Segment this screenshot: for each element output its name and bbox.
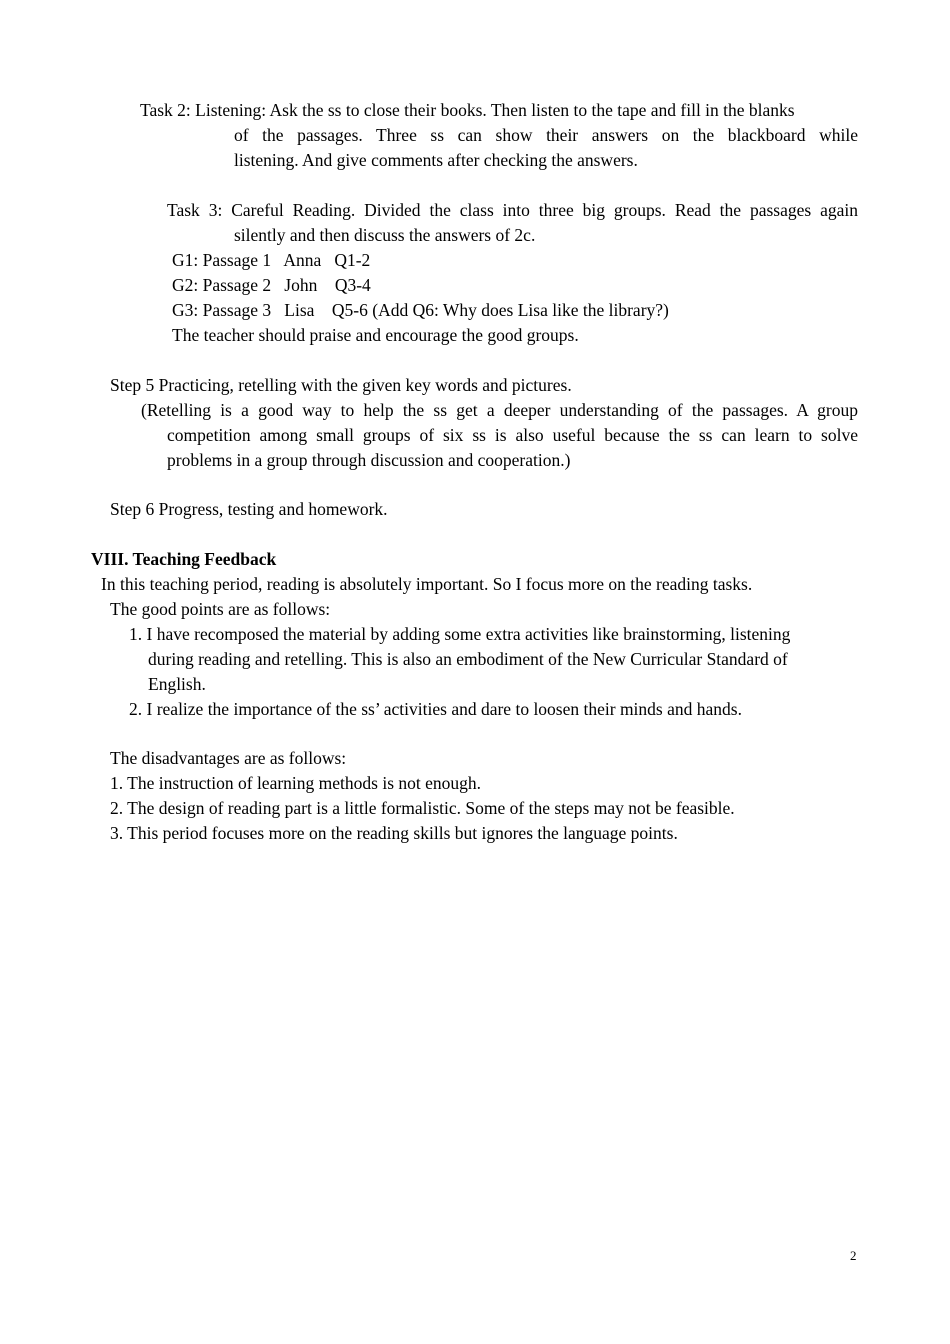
step5-title: Step 5 Practicing, retelling with the given key words and pictures. [110, 375, 572, 395]
good-point-1-line-3: English. [148, 674, 206, 694]
task3-praise: The teacher should praise and encourage the good groups. [172, 325, 579, 345]
step5-note-line-3: problems in a group through discussion and cooperation.) [167, 450, 571, 470]
good-point-1-line-1: 1. I have recomposed the material by adding some extra activities like brainstorming, listening [129, 624, 791, 644]
good-point-2: 2. I realize the importance of the ss’ activities and dare to loosen their minds and hands. [129, 699, 742, 719]
disadvantage-2: 2. The design of reading part is a little formalistic. Some of the steps may not be feasible. [110, 798, 735, 818]
task3-group-2: G2: Passage 2 John Q3-4 [172, 275, 371, 295]
task2-line-2: of the passages. Three ss can show their answers on the blackboard while [234, 125, 858, 145]
step5-note-line-1: (Retelling is a good way to help the ss get a deeper understanding of the passages. A group [141, 400, 858, 420]
task3-group-3: G3: Passage 3 Lisa Q5-6 (Add Q6: Why does Lisa like the library?) [172, 300, 669, 320]
good-point-1-line-2: during reading and retelling. This is also an embodiment of the New Curricular Standard of [148, 649, 788, 669]
page-number: 2 [850, 1248, 857, 1263]
task3-line-1: Task 3: Careful Reading. Divided the class into three big groups. Read the passages again [167, 200, 858, 220]
task2-line-3: listening. And give comments after checking the answers. [234, 150, 638, 170]
step6-title: Step 6 Progress, testing and homework. [110, 499, 388, 519]
task2-line-1: Task 2: Listening: Ask the ss to close their books. Then listen to the tape and fill in the blanks [140, 100, 795, 120]
feedback-heading: VIII. Teaching Feedback [91, 549, 277, 569]
disadvantage-3: 3. This period focuses more on the reading skills but ignores the language points. [110, 823, 678, 843]
task3-line-2: silently and then discuss the answers of 2c. [234, 225, 536, 245]
good-points-heading: The good points are as follows: [110, 599, 331, 619]
step5-note-line-2: competition among small groups of six ss is also useful because the ss can learn to solve [167, 425, 858, 445]
disadvantage-1: 1. The instruction of learning methods is not enough. [110, 773, 482, 793]
feedback-intro: In this teaching period, reading is absolutely important. So I focus more on the reading tasks. [101, 574, 753, 594]
disadvantages-heading: The disadvantages are as follows: [110, 748, 347, 768]
task3-group-1: G1: Passage 1 Anna Q1-2 [172, 250, 371, 270]
